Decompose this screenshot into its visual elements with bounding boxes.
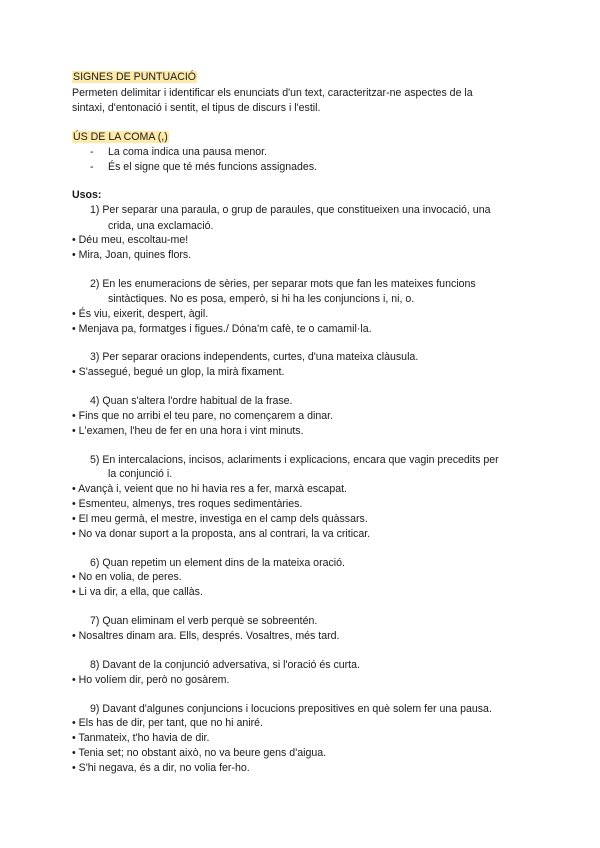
rule-1-example-2: • Mira, Joan, quines flors. [72,249,192,261]
rule-9-example-1: • Els has de dir, per tant, que no hi aniré. [72,717,263,729]
coma-point-dash-1: - [90,146,94,158]
coma-point-2: És el signe que té més funcions assignades. [108,161,318,173]
rule-9-example-4: • S'hi negava, és a dir, no volia fer-ho. [72,762,250,774]
intro-line-1: Permeten delimitar i identificar els enunciats d'un text, caracteritzar-ne aspectes de la [72,87,473,99]
rule-5-text-2: la conjunció i. [108,468,173,480]
rule-3-text-1: 3) Per separar oracions independents, curtes, d'una mateixa clàusula. [90,351,419,363]
rule-4-text-1: 4) Quan s'altera l'ordre habitual de la frase. [90,395,293,407]
document-title [72,70,197,84]
intro-line-2: sintaxi, d'entonació i sentit, el tipus de discurs i l'estil. [72,102,321,114]
rule-6-example-2: • Li va dir, a ella, que callàs. [72,586,203,598]
rule-3-example-1: • S'assegué, begué un glop, la mirà fixament. [72,366,285,378]
rule-1-text-2: crida, una exclamació. [108,220,214,232]
rule-9-example-2: • Tanmateix, t'ho havia de dir. [72,732,210,744]
usos-heading: Usos: [72,189,102,201]
coma-point-dash-2: - [90,161,94,173]
rule-2-example-2: • Menjava pa, formatges i figues./ Dóna'm cafè, te o camamil·la. [72,323,372,335]
rule-5-example-4: • No va donar suport a la proposta, ans al contrari, la va criticar. [72,528,371,540]
rule-4-example-2: • L'examen, l'heu de fer en una hora i vint minuts. [72,425,304,437]
rule-9-text-1: 9) Davant d'algunes conjuncions i locucions prepositives en què solem fer una pausa. [90,703,492,715]
rule-2-example-1: • És viu, eixerit, despert, àgil. [72,308,209,320]
rule-8-text-1: 8) Davant de la conjunció adversativa, si l'oració és curta. [90,659,360,671]
rule-5-example-3: • El meu germà, el mestre, investiga en el camp dels quàssars. [72,513,368,525]
coma-heading [72,130,169,144]
rule-1-example-1: • Déu meu, escoltau-me! [72,234,189,246]
rule-6-text-1: 6) Quan repetim un element dins de la mateixa oració. [90,557,345,569]
rule-8-example-1: • Ho volíem dir, però no gosàrem. [72,674,230,686]
rule-9-example-3: • Tenia set; no obstant això, no va beure gens d'aigua. [72,747,327,759]
rule-2-text-1: 2) En les enumeracions de sèries, per separar mots que fan les mateixes funcions [90,278,476,290]
rule-7-text-1: 7) Quan eliminam el verb perquè se sobreentén. [90,615,318,627]
rule-4-example-1: • Fins que no arribi el teu pare, no començarem a dinar. [72,410,334,422]
coma-heading-highlight: ÚS DE LA COMA (,) [73,131,168,143]
rule-5-text-1: 5) En intercalacions, incisos, aclariments i explicacions, encara que vagin precedits per [90,454,499,466]
rule-6-example-1: • No en volia, de peres. [72,571,182,583]
rule-7-example-1: • Nosaltres dinam ara. Ells, després. Vosaltres, més tard. [72,630,340,642]
rule-1-text-1: 1) Per separar una paraula, o grup de paraules, que constitueixen una invocació, una [90,204,491,216]
rule-2-text-2: sintàctiques. No es posa, emperò, si hi ha les conjuncions i, ni, o. [108,293,415,305]
coma-point-1: La coma indica una pausa menor. [108,146,268,158]
rule-5-example-2: • Esmenteu, almenys, tres roques sedimentàries. [72,498,303,510]
rule-5-example-1: • Avançà i, veient que no hi havia res a fer, marxà escapat. [72,483,347,495]
title-highlight: SIGNES DE PUNTUACIÓ [73,71,197,83]
